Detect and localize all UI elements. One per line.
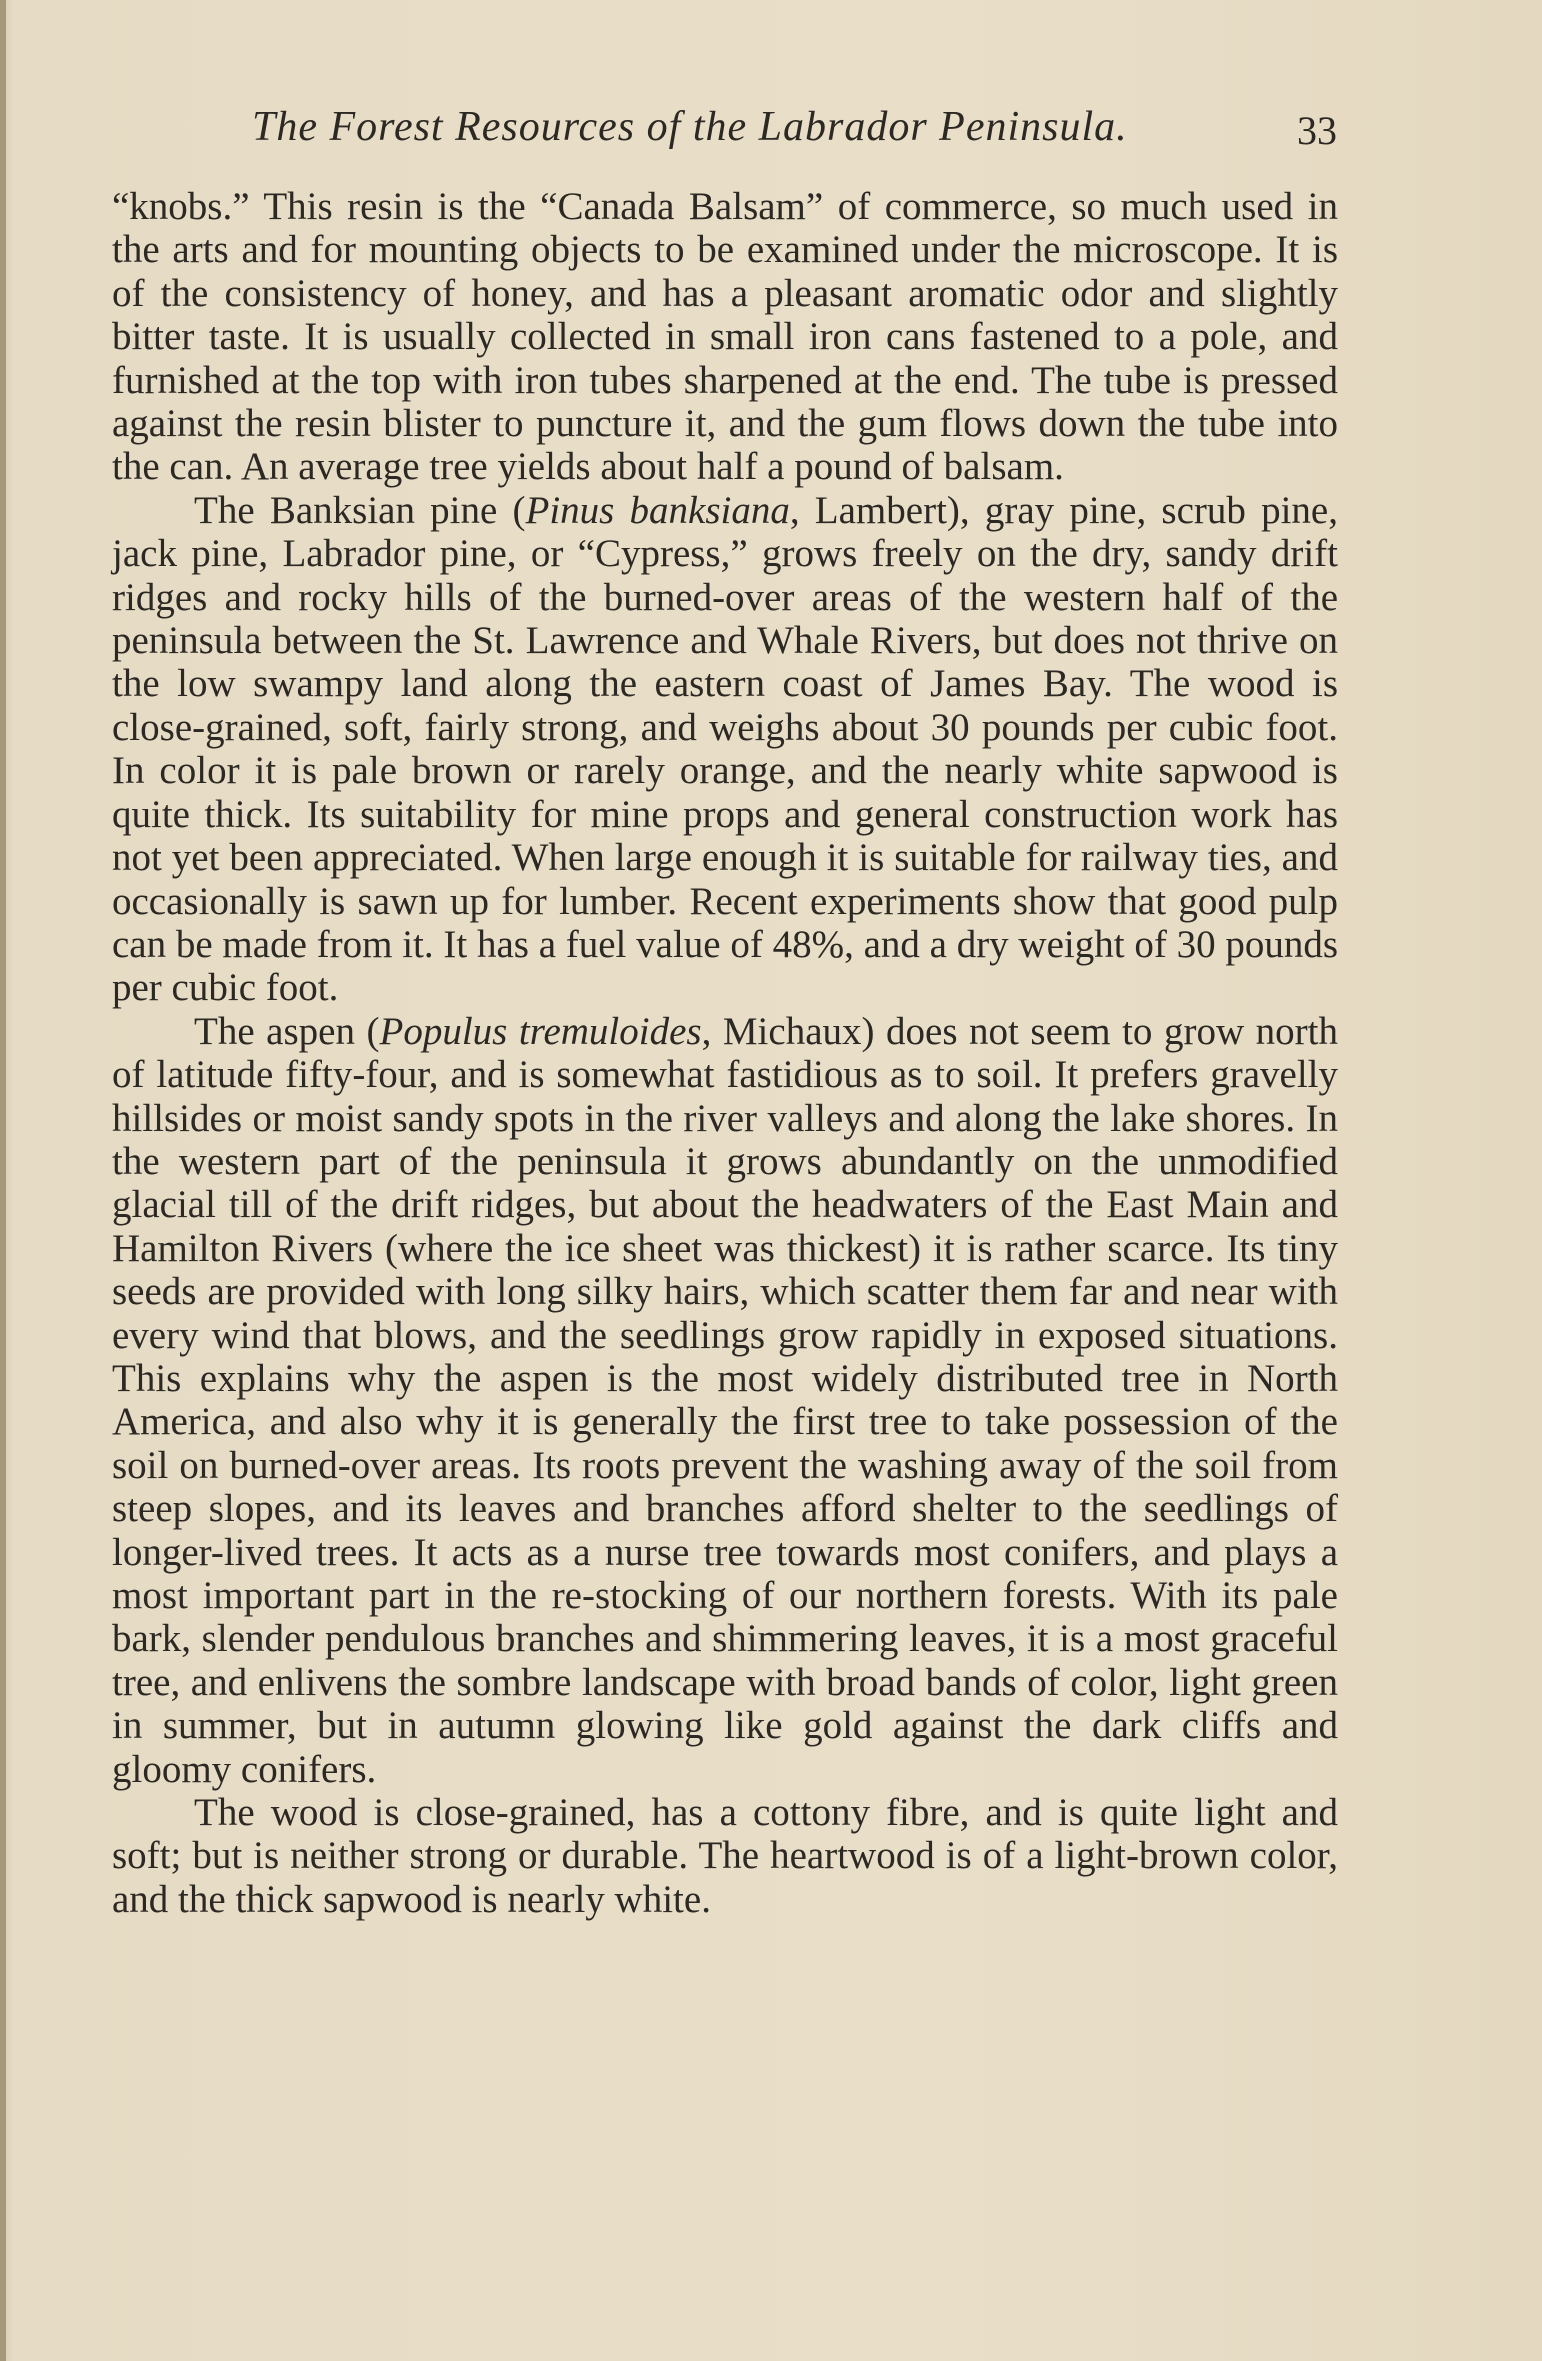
text-run: , Lambert), gray pine, scrub pine, jack pine, Labrador pine, or “Cypress,” grows freely on the dry, sandy drift ridges and rocky hills of the burned-over areas of the western half of the peninsula between the St. Lawrence and Whale Rivers, but does not thrive on the low swampy land along the eastern coast of James Bay. The wood is close-grained, soft, fairly strong, and weighs about 30 pounds per cubic foot. In color it is pale brown or rarely orange, and the nearly white sapwood is quite thick. Its suitability for mine props and general construction work has not yet been appreciated. When large enough it is suitable for railway ties, and occasionally is sawn up for lumber. Recent experiments show that good pulp can be made from it. It has a fuel value of 48%, and a dry weight of 30 pounds per cubic foot. (112, 488, 1338, 1010)
text-run: , Michaux) does not seem to grow north of latitude fifty-four, and is somewhat fastidious as to soil. It prefers gravelly hillsides or moist sandy spots in the river valleys and along the lake shores. In the western part of the peninsula it grows abundantly on the unmodified glacial till of the drift ridges, but about the headwaters of the East Main and Hamilton Rivers (where the ice sheet was thickest) it is rather scarce. Its tiny seeds are provided with long silky hairs, which scatter them far and near with every wind that blows, and the seedlings grow rapidly in exposed situations. This explains why the aspen is the most widely distributed tree in North America, and also why it is generally the first tree to take possession of the soil on burned-over areas. Its roots prevent the washing away of the soil from steep slopes, and its leaves and branches afford shelter to the seedlings of longer-lived trees. It acts as a nurse tree towards most conifers, and plays a most important part in the re-stocking of our northern forests. With its pale bark, slender pendulous branches and shimmering leaves, it is a most graceful tree, and enlivens the sombre landscape with broad bands of color, light green in summer, but in autumn glowing like gold against the dark cliffs and gloomy conifers. (112, 1009, 1338, 1791)
running-header (252, 103, 1352, 163)
text-run: “knobs.” This resin is the “Canada Balsam” of commerce, so much used in the arts and for mounting objects to be examined under the microscope. It is of the consistency of honey, and has a pleasant aromatic odor and slightly bitter taste. It is usually collected in small iron cans fastened to a pole, and furnished at the top with iron tubes sharpened at the end. The tube is pressed against the resin blister to puncture it, and the gum flows down the tube into the can. An average tree yields about half a pound of balsam. (112, 185, 1338, 489)
page-binding-edge (0, 0, 6, 2361)
running-title: The Forest Resources of the Labrador Peninsula. (252, 104, 1128, 150)
species-name-italic: Populus tremuloides (379, 1009, 702, 1053)
species-name-italic: Pinus banksiana (525, 488, 790, 532)
text-run: The Banksian pine ( (194, 488, 526, 532)
paragraph-aspen (112, 1010, 1338, 1791)
body-text (112, 185, 1338, 2260)
paragraph-balsam (112, 185, 1338, 489)
text-run: The wood is close-grained, has a cottony fibre, and is quite light and soft; but is neither strong or durable. The heartwood is of a light-brown color, and the thick sapwood is nearly white. (112, 1791, 1338, 1921)
paragraph-banksian-pine (112, 489, 1338, 1010)
text-run: The aspen ( (194, 1009, 380, 1053)
paragraph-aspen-wood (112, 1791, 1338, 1921)
page-number: 33 (1297, 108, 1337, 153)
